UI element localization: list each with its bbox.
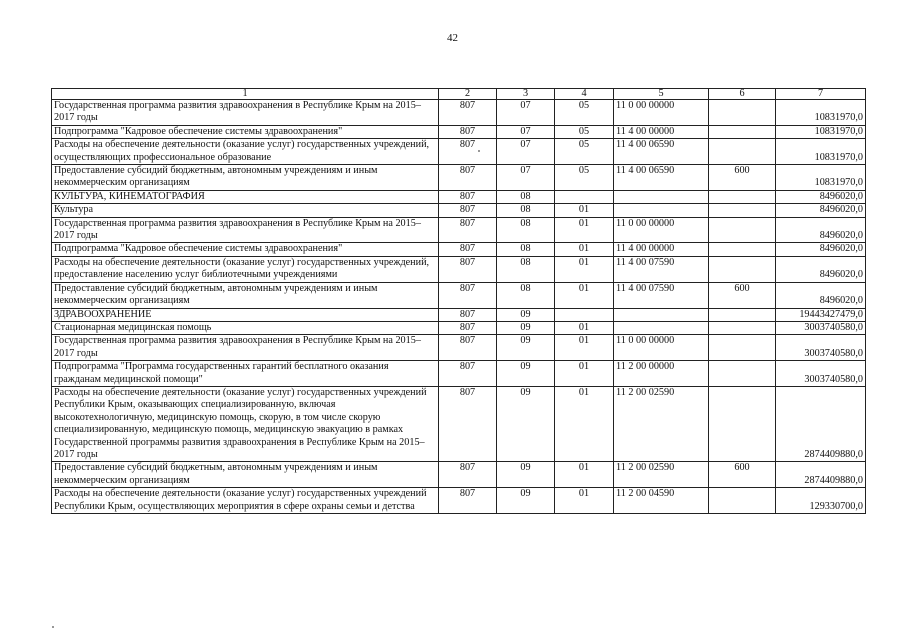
row-description: Предоставление субсидий бюджетным, автономным учреждениям и иным некоммерческим организациям — [52, 282, 439, 308]
row-ministry-code: 807 — [439, 361, 497, 387]
row-description: Предоставление субсидий бюджетным, автономным учреждениям и иным некоммерческим организациям — [52, 462, 439, 488]
row-expense-type: 600 — [709, 462, 776, 488]
row-ministry-code: 807 — [439, 204, 497, 217]
row-expense-type — [709, 321, 776, 334]
row-ministry-code: 807 — [439, 488, 497, 514]
row-subsection-code: 01 — [555, 282, 614, 308]
row-section-code: 09 — [497, 321, 555, 334]
row-subsection-code — [555, 308, 614, 321]
row-subsection-code: 05 — [555, 100, 614, 126]
row-expense-type — [709, 386, 776, 461]
row-section-code: 07 — [497, 165, 555, 191]
row-amount: 8496020,0 — [776, 190, 866, 203]
row-subsection-code: 01 — [555, 217, 614, 243]
row-ministry-code: 807 — [439, 282, 497, 308]
table-row — [52, 243, 866, 256]
table-row — [52, 256, 866, 282]
row-amount: 3003740580,0 — [776, 321, 866, 334]
table-row — [52, 190, 866, 203]
row-amount: 8496020,0 — [776, 204, 866, 217]
row-target-article: 11 2 00 02590 — [614, 386, 709, 461]
row-amount: 8496020,0 — [776, 217, 866, 243]
row-expense-type — [709, 190, 776, 203]
row-target-article: 11 4 00 00000 — [614, 125, 709, 138]
row-section-code: 08 — [497, 190, 555, 203]
row-subsection-code — [555, 190, 614, 203]
row-expense-type — [709, 100, 776, 126]
row-description: Подпрограмма "Программа государственных гарантий бесплатного оказания гражданам медицинской помощи" — [52, 361, 439, 387]
table-row — [52, 321, 866, 334]
row-target-article: 11 4 00 06590 — [614, 165, 709, 191]
row-section-code: 09 — [497, 308, 555, 321]
row-target-article: 11 2 00 00000 — [614, 361, 709, 387]
row-expense-type — [709, 335, 776, 361]
column-header: 5 — [614, 89, 709, 100]
row-description: Подпрограмма "Кадровое обеспечение системы здравоохранения" — [52, 125, 439, 138]
table-row — [52, 335, 866, 361]
row-section-code: 09 — [497, 386, 555, 461]
table-header-row — [52, 89, 866, 100]
row-target-article: 11 0 00 00000 — [614, 335, 709, 361]
row-amount: 19443427479,0 — [776, 308, 866, 321]
row-expense-type — [709, 243, 776, 256]
row-section-code: 07 — [497, 139, 555, 165]
row-description: Государственная программа развития здравоохранения в Республике Крым на 2015–2017 годы — [52, 335, 439, 361]
row-target-article — [614, 190, 709, 203]
row-subsection-code: 01 — [555, 256, 614, 282]
row-section-code: 08 — [497, 217, 555, 243]
row-section-code: 09 — [497, 488, 555, 514]
row-expense-type — [709, 217, 776, 243]
row-ministry-code: 807 — [439, 386, 497, 461]
column-header: 2 — [439, 89, 497, 100]
row-section-code: 07 — [497, 100, 555, 126]
row-section-code: 08 — [497, 204, 555, 217]
row-target-article — [614, 321, 709, 334]
column-header: 6 — [709, 89, 776, 100]
row-subsection-code: 01 — [555, 361, 614, 387]
row-description: Предоставление субсидий бюджетным, автономным учреждениям и иным некоммерческим организациям — [52, 165, 439, 191]
row-amount: 8496020,0 — [776, 282, 866, 308]
row-description: Культура — [52, 204, 439, 217]
row-section-code: 08 — [497, 243, 555, 256]
row-subsection-code: 05 — [555, 165, 614, 191]
row-target-article: 11 4 00 07590 — [614, 256, 709, 282]
row-description: Расходы на обеспечение деятельности (оказание услуг) государственных учреждений Республики Крым, оказывающих специализированную, включая высокотехнологичную, медицинскую помощь, скорую, в том числе скорую специализированную, медицинскую помощь, медицинскую эвакуацию в рамках Государственной программы развития здравоохранения в Республике Крым на 2015–2017 годы — [52, 386, 439, 461]
row-subsection-code: 01 — [555, 488, 614, 514]
row-subsection-code: 01 — [555, 243, 614, 256]
page-number: 42 — [447, 32, 458, 44]
table-row — [52, 217, 866, 243]
row-amount: 10831970,0 — [776, 165, 866, 191]
row-subsection-code: 01 — [555, 462, 614, 488]
row-amount: 2874409880,0 — [776, 462, 866, 488]
table-row — [52, 204, 866, 217]
row-ministry-code: 807 — [439, 139, 497, 165]
row-target-article — [614, 308, 709, 321]
scan-speck — [478, 150, 480, 152]
row-amount: 129330700,0 — [776, 488, 866, 514]
table-row — [52, 361, 866, 387]
row-ministry-code: 807 — [439, 256, 497, 282]
row-expense-type: 600 — [709, 165, 776, 191]
table-row — [52, 282, 866, 308]
row-description: Государственная программа развития здравоохранения в Республике Крым на 2015–2017 годы — [52, 100, 439, 126]
table-row — [52, 139, 866, 165]
row-subsection-code: 05 — [555, 125, 614, 138]
row-target-article: 11 0 00 00000 — [614, 217, 709, 243]
row-target-article — [614, 204, 709, 217]
row-section-code: 08 — [497, 282, 555, 308]
row-expense-type — [709, 139, 776, 165]
row-ministry-code: 807 — [439, 335, 497, 361]
row-amount: 8496020,0 — [776, 256, 866, 282]
row-expense-type: 600 — [709, 282, 776, 308]
row-target-article: 11 4 00 07590 — [614, 282, 709, 308]
row-target-article: 11 4 00 06590 — [614, 139, 709, 165]
column-header: 7 — [776, 89, 866, 100]
row-section-code: 08 — [497, 256, 555, 282]
row-description: Стационарная медицинская помощь — [52, 321, 439, 334]
table-row — [52, 488, 866, 514]
row-section-code: 07 — [497, 125, 555, 138]
row-amount: 10831970,0 — [776, 125, 866, 138]
budget-table — [51, 88, 866, 514]
row-amount: 8496020,0 — [776, 243, 866, 256]
row-subsection-code: 01 — [555, 386, 614, 461]
row-ministry-code: 807 — [439, 462, 497, 488]
table-row — [52, 125, 866, 138]
table-row — [52, 165, 866, 191]
row-subsection-code: 01 — [555, 321, 614, 334]
row-target-article: 11 0 00 00000 — [614, 100, 709, 126]
row-description: Государственная программа развития здравоохранения в Республике Крым на 2015–2017 годы — [52, 217, 439, 243]
row-amount: 3003740580,0 — [776, 361, 866, 387]
row-ministry-code: 807 — [439, 217, 497, 243]
row-expense-type — [709, 125, 776, 138]
row-ministry-code: 807 — [439, 190, 497, 203]
row-ministry-code: 807 — [439, 308, 497, 321]
row-expense-type — [709, 256, 776, 282]
row-amount: 2874409880,0 — [776, 386, 866, 461]
row-amount: 10831970,0 — [776, 100, 866, 126]
row-section-code: 09 — [497, 462, 555, 488]
row-ministry-code: 807 — [439, 125, 497, 138]
row-amount: 10831970,0 — [776, 139, 866, 165]
row-description: Подпрограмма "Кадровое обеспечение системы здравоохранения" — [52, 243, 439, 256]
row-description: Расходы на обеспечение деятельности (оказание услуг) государственных учреждений, осуществляющих профессиональное образование — [52, 139, 439, 165]
table-row — [52, 100, 866, 126]
row-amount: 3003740580,0 — [776, 335, 866, 361]
row-expense-type — [709, 308, 776, 321]
row-section-code: 09 — [497, 361, 555, 387]
table-row — [52, 308, 866, 321]
row-expense-type — [709, 488, 776, 514]
column-header: 4 — [555, 89, 614, 100]
row-subsection-code: 05 — [555, 139, 614, 165]
column-header: 1 — [52, 89, 439, 100]
row-description: Расходы на обеспечение деятельности (оказание услуг) государственных учреждений, предоставление населению услуг библиотечными учреждениями — [52, 256, 439, 282]
row-target-article: 11 2 00 04590 — [614, 488, 709, 514]
row-subsection-code: 01 — [555, 335, 614, 361]
column-header: 3 — [497, 89, 555, 100]
scan-speck — [52, 626, 54, 628]
row-expense-type — [709, 361, 776, 387]
row-ministry-code: 807 — [439, 100, 497, 126]
row-expense-type — [709, 204, 776, 217]
row-description: КУЛЬТУРА, КИНЕМАТОГРАФИЯ — [52, 190, 439, 203]
row-ministry-code: 807 — [439, 165, 497, 191]
row-ministry-code: 807 — [439, 321, 497, 334]
row-description: ЗДРАВООХРАНЕНИЕ — [52, 308, 439, 321]
table-row — [52, 386, 866, 461]
row-section-code: 09 — [497, 335, 555, 361]
table-row — [52, 462, 866, 488]
row-target-article: 11 2 00 02590 — [614, 462, 709, 488]
row-target-article: 11 4 00 00000 — [614, 243, 709, 256]
row-ministry-code: 807 — [439, 243, 497, 256]
row-description: Расходы на обеспечение деятельности (оказание услуг) государственных учреждений Республики Крым, осуществляющих мероприятия в сфере охраны семьи и детства — [52, 488, 439, 514]
row-subsection-code: 01 — [555, 204, 614, 217]
